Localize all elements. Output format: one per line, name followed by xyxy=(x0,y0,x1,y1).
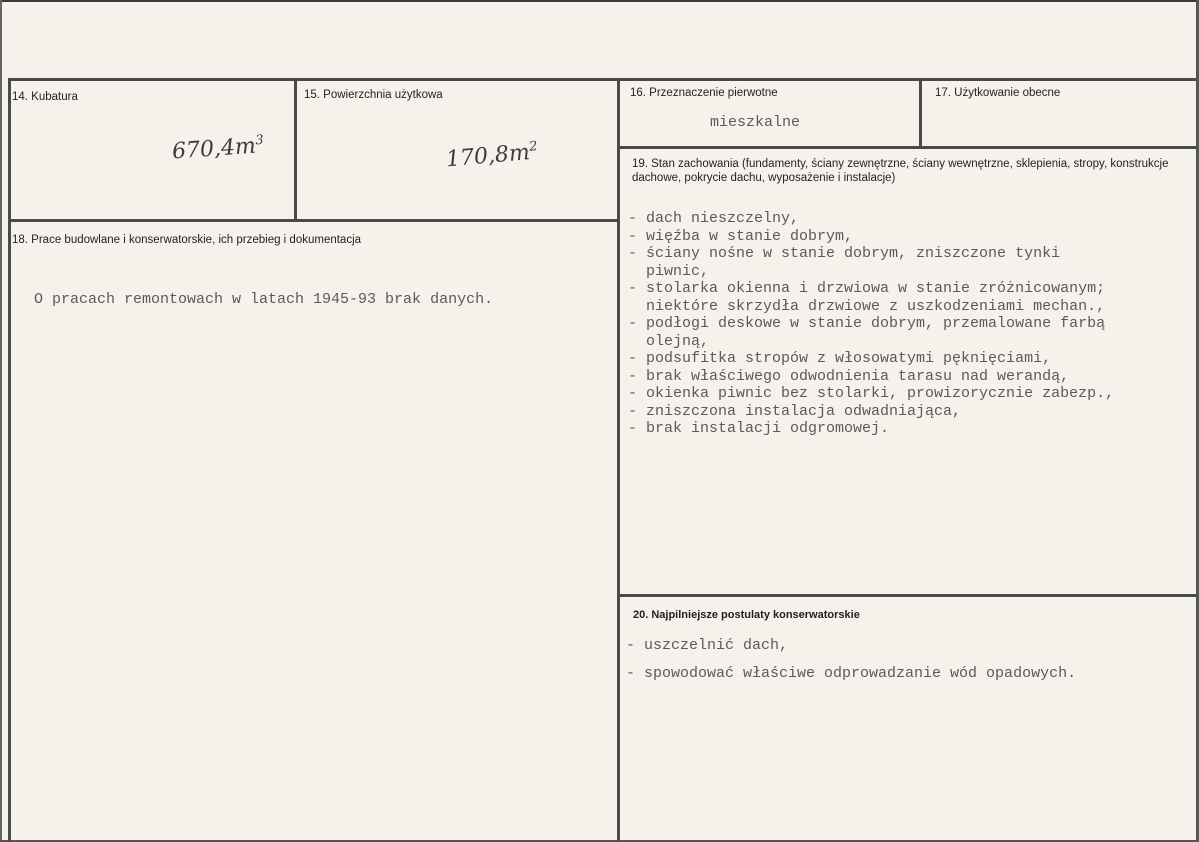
list-item: - podłogi deskowe w stanie dobrym, przemalowane farbą xyxy=(628,315,1106,332)
field-16-value: mieszkalne xyxy=(710,114,801,131)
grid-line-left-mid xyxy=(8,219,620,222)
sheet-left-edge xyxy=(0,0,2,842)
field-18-value: O pracach remontowach w latach 1945-93 brak danych. xyxy=(34,291,494,308)
list-item: piwnic, xyxy=(628,262,710,280)
list-item: - uszczelnić dach, xyxy=(626,637,789,654)
list-item: - dach nieszczelny, xyxy=(628,210,800,227)
list-item: - zniszczona instalacja odwadniająca, xyxy=(628,402,962,420)
list-item: - brak instalacji odgromowej. xyxy=(628,420,890,437)
grid-line-center xyxy=(617,78,620,842)
grid-line-col-16-17 xyxy=(919,78,922,148)
grid-line-left-edge xyxy=(8,78,11,842)
field-19-label: 19. Stan zachowania (fundamenty, ściany zewnętrzne, ściany wewnętrzne, sklepienia, stropy, konstrukcje dachowe, pokrycie dachu, wyposażenie i instalacje) xyxy=(632,158,1169,184)
sheet-top-edge xyxy=(0,0,1199,2)
list-item: - podsufitka stropów z włosowatymi pęknięciami, xyxy=(628,350,1052,367)
list-item: niektóre skrzydła drzwiowe z uszkodzeniami mechan., xyxy=(628,297,1106,315)
grid-line-top xyxy=(8,78,1196,81)
list-item: - więźba w stanie dobrym, xyxy=(628,227,854,245)
list-item: - ściany nośne w stanie dobrym, zniszczone tynki xyxy=(628,245,1061,262)
grid-line-right-upper xyxy=(620,146,1196,149)
field-16-label: 16. Przeznaczenie pierwotne xyxy=(630,87,778,99)
field-15-label: 15. Powierzchnia użytkowa xyxy=(304,89,443,101)
list-item: - spowodować właściwe odprowadzanie wód opadowych. xyxy=(626,665,1077,682)
field-14-value: $670,4m^3$ xyxy=(171,132,265,165)
field-20-label: 20. Najpilniejsze postulaty konserwatorskie xyxy=(633,609,860,621)
grid-line-right-lower xyxy=(620,594,1196,597)
grid-line-col-14-15 xyxy=(294,78,297,222)
list-item: olejną, xyxy=(628,332,710,350)
field-20-postulates-list xyxy=(626,632,1076,688)
list-item: - stolarka okienna i drzwiowa w stanie zróżnicowanym; xyxy=(628,280,1106,297)
field-17-label: 17. Użytkowanie obecne xyxy=(935,87,1061,99)
field-18-label: 18. Prace budowlane i konserwatorskie, ich przebieg i dokumentacja xyxy=(12,234,362,246)
field-14-label: 14. Kubatura xyxy=(12,91,78,103)
list-item: - okienka piwnic bez stolarki, prowizorycznie zabezp., xyxy=(628,385,1115,402)
field-15-value: $170,8m^2$ xyxy=(445,139,539,173)
list-item: - brak właściwego odwodnienia tarasu nad werandą, xyxy=(628,367,1070,385)
field-19-condition-list xyxy=(628,210,1114,438)
